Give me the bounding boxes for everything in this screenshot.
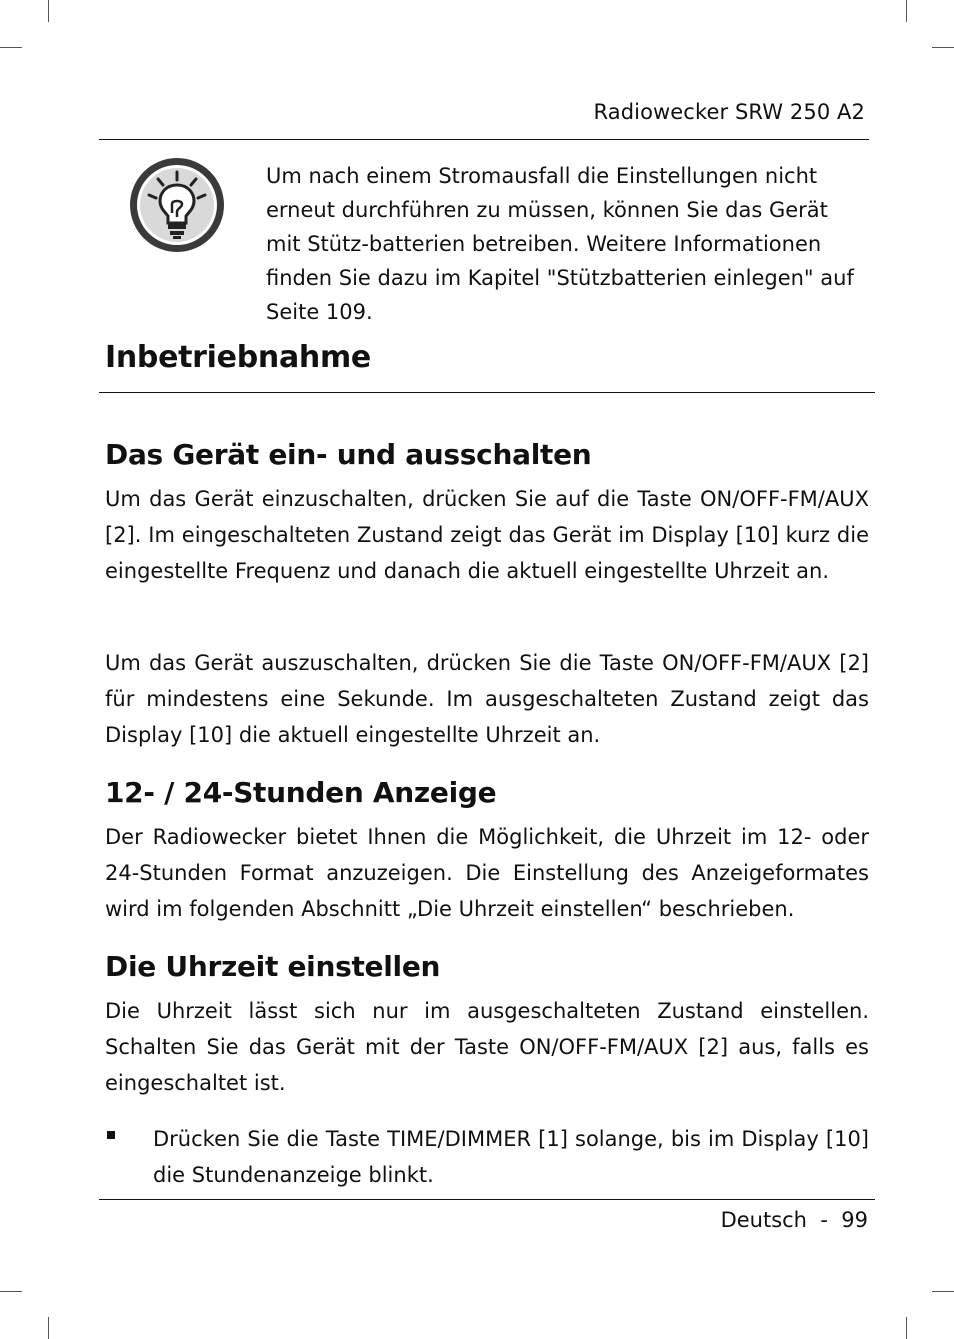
crop-mark [0, 1291, 22, 1292]
section-title: Inbetriebnahme [105, 340, 371, 375]
section-rule [99, 392, 875, 393]
footer-rule [99, 1199, 875, 1200]
crop-mark [932, 1291, 954, 1292]
bullet-square-icon [107, 1131, 115, 1139]
heading-format: 12- / 24-Stunden Anzeige [105, 776, 497, 809]
paragraph-power-off: Um das Gerät auszuschalten, drücken Sie die Taste ON/OFF-FM/AUX [2] für mindestens eine Sekunde. Im ausgeschalteten Zustand zeigt das Display [10] die aktuell eingestellte Uhrzeit an. [105, 651, 869, 747]
list-item: Drücken Sie die Taste TIME/DIMMER [1] solange, bis im Display [10] die Stundenanzeige blinkt. [153, 1127, 869, 1187]
tip-text: Um nach einem Stromausfall die Einstellungen nicht erneut durchführen zu müssen, können Sie das Gerät mit Stütz-batterien betreiben. Weitere Informationen finden Sie dazu im Kapitel "Stützbatterien einlegen" auf Seite 109. [266, 164, 854, 324]
crop-mark [906, 1317, 907, 1339]
heading-clock: Die Uhrzeit einstellen [105, 950, 441, 983]
lightbulb-icon [127, 155, 227, 255]
heading-power: Das Gerät ein- und ausschalten [105, 438, 592, 471]
crop-mark [48, 1317, 49, 1339]
crop-mark [932, 47, 954, 48]
crop-mark [0, 47, 22, 48]
running-header: Radiowecker SRW 250 A2 [593, 100, 865, 124]
crop-mark [48, 0, 49, 22]
page-footer: Deutsch - 99 [720, 1208, 868, 1232]
paragraph-clock: Die Uhrzeit lässt sich nur im ausgeschalteten Zustand einstellen. Schalten Sie das Gerät mit der Taste ON/OFF-FM/AUX [2] aus, falls es eingeschaltet ist. [105, 999, 869, 1095]
paragraph-power-on: Um das Gerät einzuschalten, drücken Sie auf die Taste ON/OFF-FM/AUX [2]. Im eingeschalteten Zustand zeigt das Gerät im Display [10] kurz die eingestellte Frequenz und danach die aktuell eingestellte Uhrzeit an. [105, 487, 869, 583]
paragraph-format: Der Radiowecker bietet Ihnen die Möglichkeit, die Uhrzeit im 12- oder 24-Stunden Format anzuzeigen. Die Einstellung des Anzeigeformates wird im folgenden Abschnitt „Die Uhrzeit einstellen“ beschrieben. [105, 825, 869, 921]
crop-mark [906, 0, 907, 22]
header-rule [99, 139, 869, 140]
